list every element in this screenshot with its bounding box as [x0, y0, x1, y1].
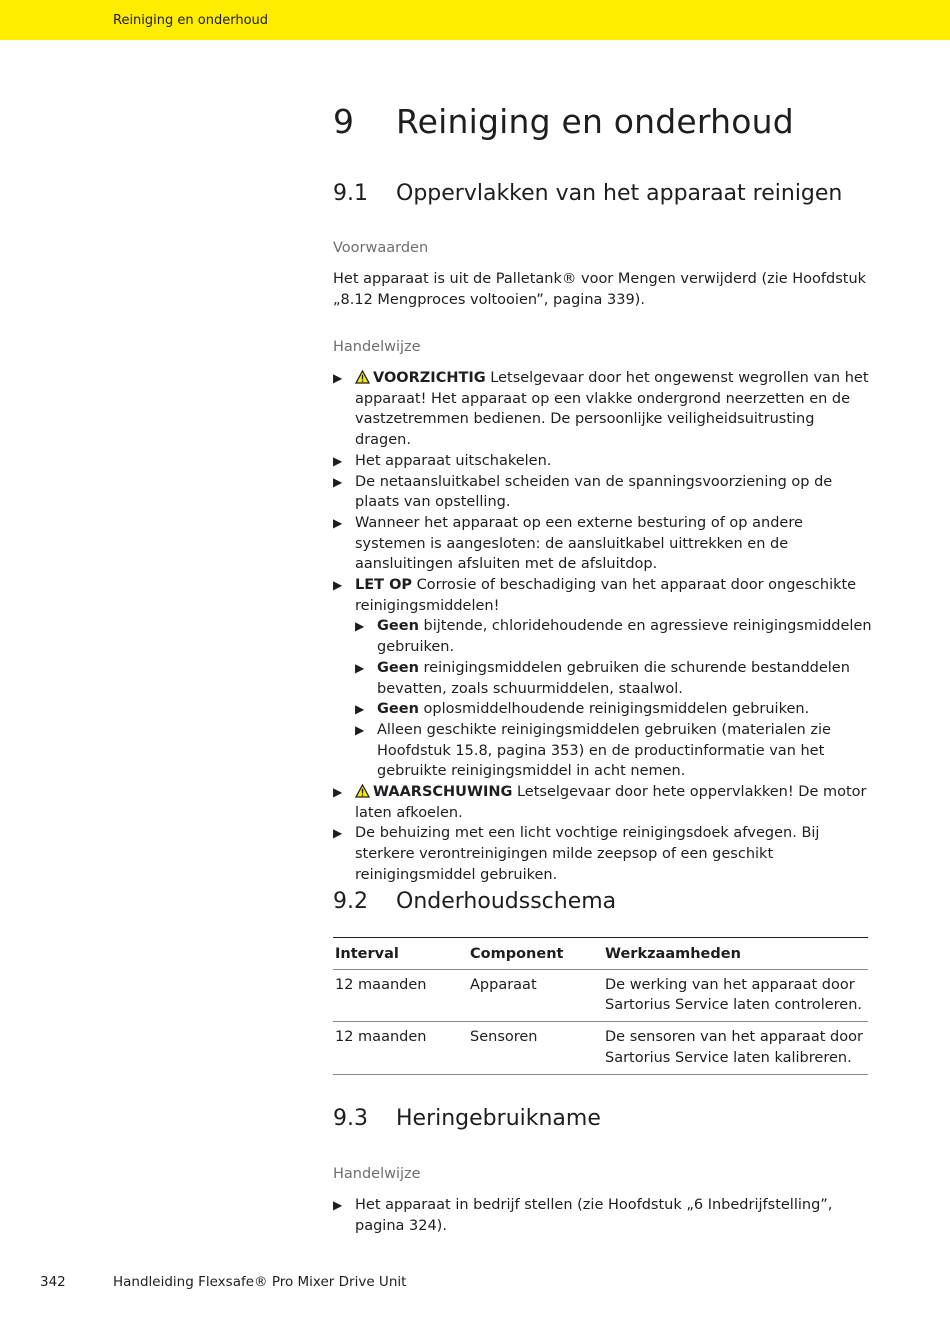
section-9-3-number: 9.3 [333, 1106, 368, 1131]
page-number: 342 [40, 1274, 66, 1290]
step-text: Wanneer het apparaat op een externe besturing of op andere systemen is aangesloten: de aansluitkabel uittrekken en de aansluitingen afsluiten met de afsluitdop. [355, 514, 803, 573]
substep-text: Alleen geschikte reinigingsmiddelen gebruiken (materialen zie Hoofdstuk 15.8, pagina 353) en de productinformatie van het gebruikte reinigingsmiddel in acht nemen. [377, 721, 831, 780]
column-header: Component [468, 938, 603, 970]
triangle-right-icon: ▶ [333, 371, 343, 385]
step-text: Letselgevaar door hete oppervlakken! De motor laten afkoelen. [355, 784, 867, 821]
step-text: Het apparaat uitschakelen. [355, 452, 552, 469]
section-9-1-heading [333, 181, 842, 206]
step-notice [333, 575, 873, 782]
substep-text: reinigingsmiddelen gebruiken die schurende bestanddelen bevatten, zoals schuurmiddelen, staalwol. [377, 659, 850, 697]
substep-item [355, 699, 873, 720]
table-cell: Apparaat [468, 969, 603, 1021]
section-9-2-number: 9.2 [333, 889, 368, 914]
header-section-title: Reiniging en onderhoud [113, 13, 269, 28]
section-9-3-heading [333, 1106, 601, 1131]
triangle-right-icon: ▶ [333, 578, 343, 593]
substep-keyword: Geen [377, 618, 419, 635]
substep-item [355, 720, 873, 782]
section-9-2-heading [333, 889, 616, 914]
step-warning [333, 782, 873, 823]
table-cell: De sensoren van het apparaat door Sartorius Service laten kalibreren. [603, 1022, 868, 1074]
section-9-1-number: 9.1 [333, 181, 368, 206]
triangle-right-icon: ▶ [333, 826, 343, 841]
table-cell: 12 maanden [333, 969, 468, 1021]
step-text: Corrosie of beschadiging van het apparaat door ongeschikte reinigingsmiddelen! [355, 577, 857, 614]
column-header: Interval [333, 938, 468, 970]
table-cell: 12 maanden [333, 1022, 468, 1074]
table-cell: De werking van het apparaat door Sartorius Service laten controleren. [603, 969, 868, 1021]
substep-item [355, 616, 873, 657]
procedure-steps [333, 368, 873, 886]
triangle-right-icon: ▶ [333, 453, 343, 468]
substep-text: bijtende, chloridehoudende en agressieve reinigingsmiddelen gebruiken. [377, 618, 872, 656]
step-text: Letselgevaar door het ongewenst wegrollen van het apparaat! Het apparaat op een vlakke ondergrond neerzetten en de vastzetremmen bedienen. De persoonlijke veiligheidsuitrusting dragen. [355, 370, 869, 449]
step-keyword: VOORZICHTIG [373, 370, 486, 386]
step-item [333, 451, 873, 472]
triangle-right-icon: ▶ [333, 1198, 343, 1212]
triangle-right-icon: ▶ [333, 474, 343, 489]
step-item [333, 472, 873, 513]
footer-title: Handleiding Flexsafe® Pro Mixer Drive Unit [113, 1274, 407, 1290]
step-keyword: LET OP [355, 577, 413, 594]
warning-triangle-icon [355, 370, 370, 384]
substep-keyword: Geen [377, 701, 419, 718]
conditions-text: Het apparaat is uit de Palletank® voor Mengen verwijderd (zie Hoofdstuk „8.12 Mengproces voltooien”, pagina 339). [333, 271, 867, 308]
chapter-title-text: Reiniging en onderhoud [396, 102, 794, 141]
step-text: De behuizing met een licht vochtige reinigingsdoek afvegen. Bij sterkere verontreinigingen milde zeepsop of een geschikt reinigingsmiddel gebruiken. [355, 825, 820, 883]
step-item [333, 1195, 873, 1236]
table-header-row [333, 938, 868, 970]
header-bar [0, 0, 950, 40]
step-item [333, 513, 873, 575]
substep-text: oplosmiddelhoudende reinigingsmiddelen gebruiken. [418, 701, 810, 718]
chapter-title [333, 102, 794, 141]
conditions-label: Voorwaarden [333, 240, 429, 256]
triangle-right-icon: ▶ [355, 619, 365, 634]
procedure-steps-9-3 [333, 1195, 873, 1236]
triangle-right-icon: ▶ [355, 722, 365, 737]
step-item [333, 823, 873, 885]
chapter-number: 9 [333, 102, 355, 141]
section-9-3-title: Heringebruikname [396, 1106, 601, 1131]
table-row [333, 969, 868, 1021]
triangle-right-icon: ▶ [333, 515, 343, 530]
procedure-label: Handelwijze [333, 339, 421, 355]
section-9-2-title: Onderhoudsschema [396, 889, 617, 914]
step-keyword: WAARSCHUWING [373, 784, 513, 801]
table-row [333, 1022, 868, 1074]
column-header: Werkzaamheden [603, 938, 868, 970]
triangle-right-icon: ▶ [355, 660, 365, 675]
substeps [355, 616, 873, 782]
section-9-1-title: Oppervlakken van het apparaat reinigen [396, 181, 843, 206]
triangle-right-icon: ▶ [333, 785, 343, 800]
step-text: Het apparaat in bedrijf stellen (zie Hoofdstuk „6 Inbedrijfstelling”, pagina 324). [355, 1197, 833, 1234]
procedure-label-9-3: Handelwijze [333, 1166, 421, 1182]
step-text: De netaansluitkabel scheiden van de spanningsvoorziening op de plaats van opstelling. [355, 473, 833, 511]
maintenance-table [333, 937, 868, 1075]
table-cell: Sensoren [468, 1022, 603, 1074]
substep-item [355, 658, 873, 699]
triangle-right-icon: ▶ [355, 702, 365, 717]
substep-keyword: Geen [377, 659, 419, 676]
step-caution [333, 368, 873, 451]
warning-triangle-icon [355, 784, 370, 798]
